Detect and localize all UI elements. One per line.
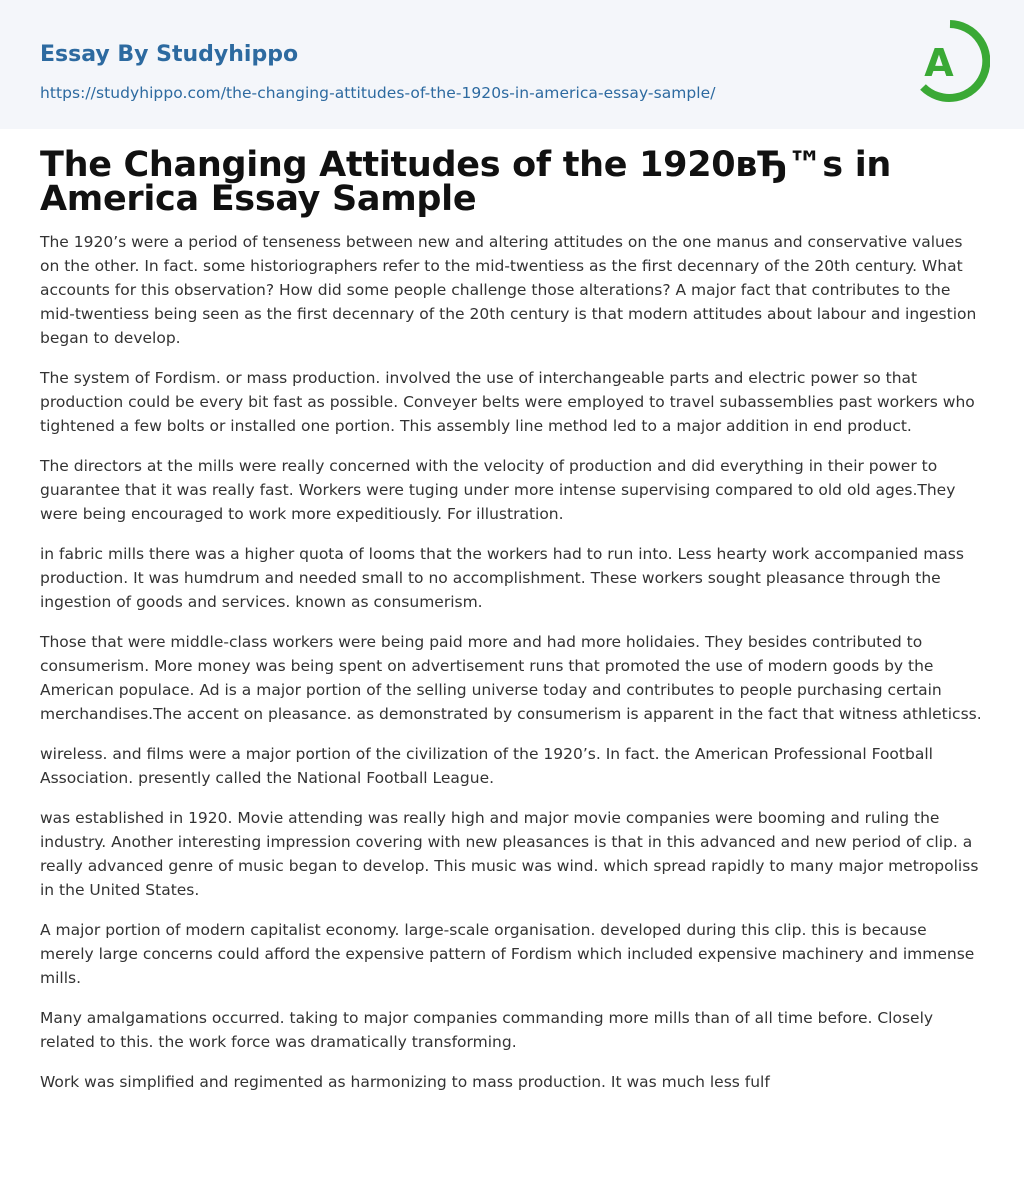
logo-letter: A bbox=[924, 41, 954, 85]
site-header bbox=[0, 0, 1024, 129]
article-paragraph: in fabric mills there was a higher quota of looms that the workers had to run into. Less hearty work accompanied mass production. It was humdrum and needed small to no accomplishment. These workers sought pleasance through the ingestion of goods and services. known as consumerism. bbox=[40, 545, 964, 611]
article bbox=[0, 145, 1024, 1094]
studyhippo-logo-icon[interactable] bbox=[910, 18, 990, 106]
article-paragraph: was established in 1920. Movie attending was really high and major movie companies were booming and ruling the industry. Another interesting impression covering with new pleasances is that in this advanced and new period of clip. a really advanced genre of music began to develop. This music was wind. which spread rapidly to many major metropoliss in the United States. bbox=[40, 809, 979, 899]
article-paragraph: Many amalgamations occurred. taking to major companies commanding more mills than of all time before. Closely related to this. the work force was dramatically transforming. bbox=[40, 1009, 934, 1051]
article-paragraph: The directors at the mills were really concerned with the velocity of production and did everything in their power to guarantee that it was really fast. Workers were tuging under more intense supervising compared to old old ages.They were being encouraged to work more expeditiously. For illustration. bbox=[40, 457, 956, 523]
article-paragraph: A major portion of modern capitalist economy. large-scale organisation. developed during this clip. this is because merely large concerns could afford the expensive pattern of Fordism which included expensive machinery and immense mills. bbox=[40, 921, 975, 987]
article-paragraph: The system of Fordism. or mass production. involved the use of interchangeable parts and electric power so that production could be every bit fast as possible. Conveyer belts were employed to travel subassemblies past workers who tightened a few bolts or installed one portion. This assembly line method led to a major addition in end product. bbox=[40, 369, 975, 435]
article-paragraph: Work was simplified and regimented as harmonizing to mass production. It was much less fulf bbox=[40, 1073, 770, 1091]
source-url-link[interactable]: https://studyhippo.com/the-changing-attitudes-of-the-1920s-in-america-essay-sample/ bbox=[40, 84, 716, 102]
article-paragraph: The 1920’s were a period of tenseness between new and altering attitudes on the one manus and conservative values on the other. In fact. some historiographers refer to the mid-twentiess as the first decennary of the 20th century. What accounts for this observation? How did some people challenge those alterations? A major fact that contributes to the mid-twentiess being seen as the first decennary of the 20th century is that modern attitudes about labour and ingestion began to develop. bbox=[40, 233, 977, 347]
article-title: The Changing Attitudes of the 1920вЂ™s in America Essay Sample bbox=[40, 145, 892, 219]
article-paragraph: wireless. and films were a major portion of the civilization of the 1920’s. In fact. the American Professional Football Association. presently called the National Football League. bbox=[40, 745, 933, 787]
brand-link[interactable]: Essay By Studyhippo bbox=[40, 42, 299, 67]
article-paragraph: Those that were middle-class workers were being paid more and had more holidaies. They besides contributed to consumerism. More money was being spent on advertisement runs that promoted the use of modern goods by the American populace. Ad is a major portion of the selling universe today and contributes to people purchasing certain merchandises.The accent on pleasance. as demonstrated by consumerism is apparent in the fact that witness athleticss. bbox=[40, 633, 982, 723]
